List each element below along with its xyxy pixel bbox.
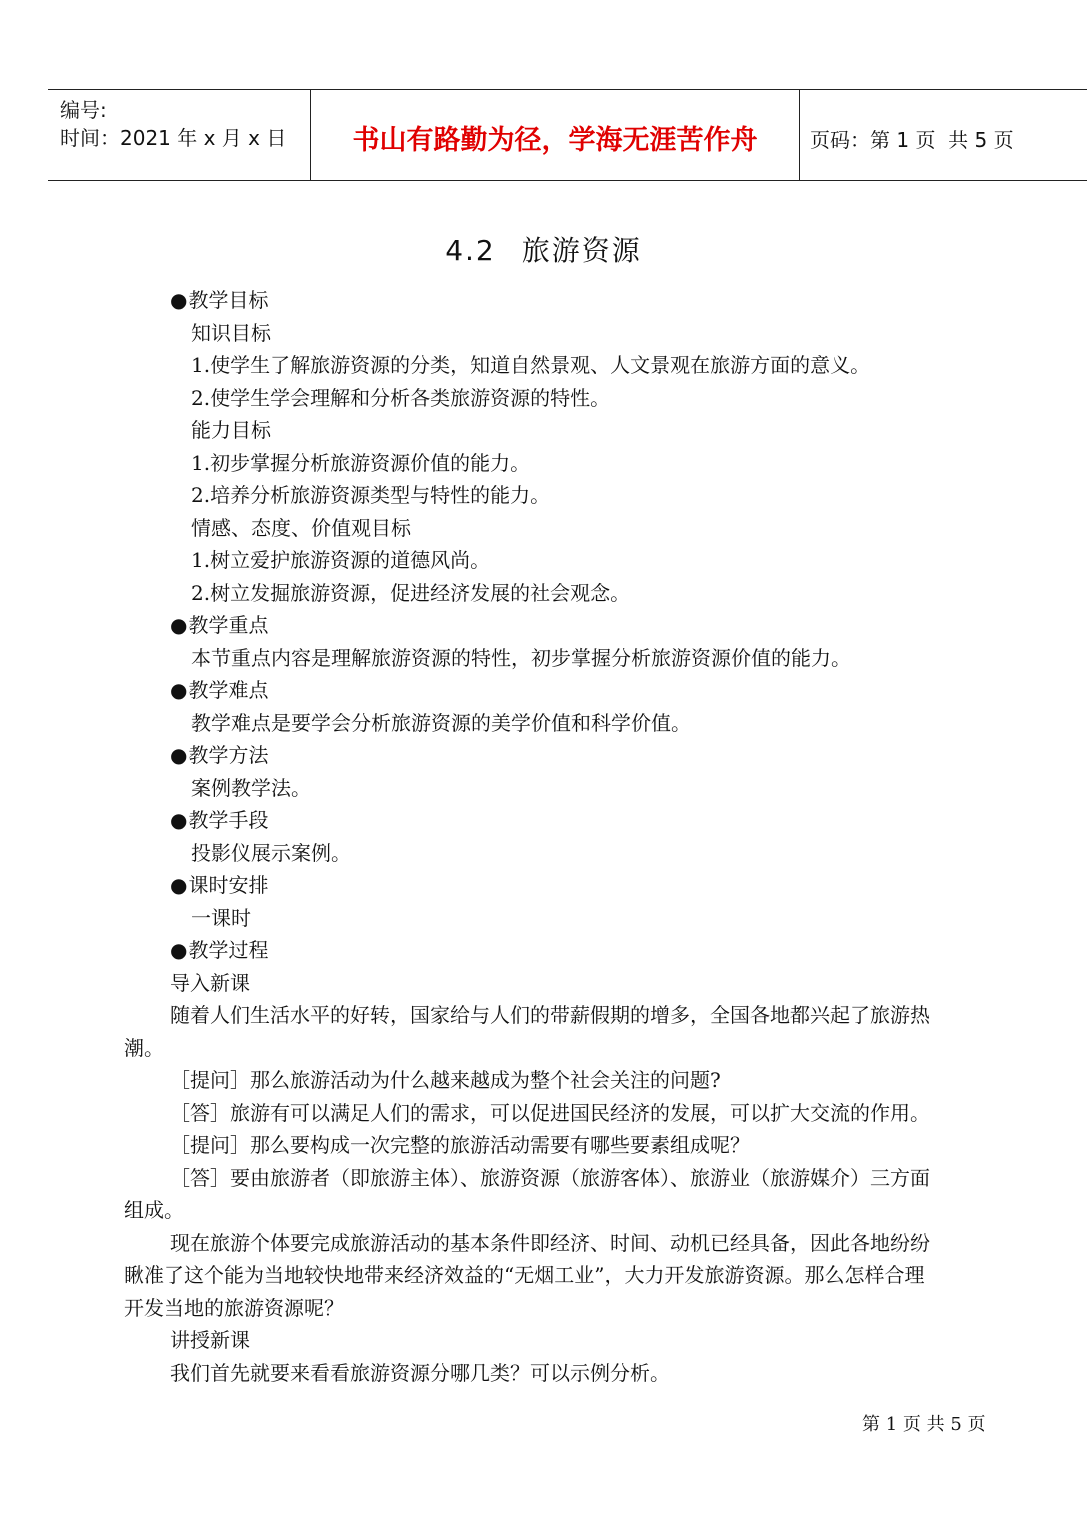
title-text: 旅游资源	[521, 234, 642, 267]
heading-text: 教学过程	[188, 938, 269, 962]
bullet-icon: ●	[170, 938, 188, 962]
section-heading	[170, 807, 268, 833]
text-line: 我们首先就要来看看旅游资源分哪几类？可以示例分析。	[170, 1361, 670, 1385]
bullet-icon: ●	[170, 288, 188, 312]
question-line: ［提问］那么旅游活动为什么越来越成为整个社会关注的问题?	[170, 1068, 721, 1092]
text-line: 教学难点是要学会分析旅游资源的美学价值和科学价值。	[191, 711, 691, 735]
bullet-icon: ●	[170, 678, 188, 702]
text-line: 一课时	[191, 906, 251, 930]
subheading: 能力目标	[191, 418, 271, 442]
bullet-icon: ●	[170, 743, 188, 767]
text-line: 2.使学生学会理解和分析各类旅游资源的特性。	[191, 386, 611, 410]
time-label: 时间：2021 年 x 月 x 日	[60, 126, 287, 150]
text-line: 1.树立爱护旅游资源的道德风尚。	[191, 548, 491, 572]
heading-text: 教学难点	[188, 678, 269, 702]
section-heading	[170, 872, 268, 898]
answer-line: ［答］要由旅游者（即旅游主体）、旅游资源（旅游客体）、旅游业（旅游媒介）三方面	[170, 1166, 930, 1190]
text-line: 现在旅游个体要完成旅游活动的基本条件即经济、时间、动机已经具备，因此各地纷纷	[170, 1231, 930, 1255]
text-line: 本节重点内容是理解旅游资源的特性，初步掌握分析旅游资源价值的能力。	[191, 646, 851, 670]
section-heading	[170, 677, 268, 703]
subheading: 情感、态度、价值观目标	[191, 516, 411, 540]
heading-text: 课时安排	[188, 873, 269, 897]
subheading: 导入新课	[170, 971, 250, 995]
subheading: 讲授新课	[170, 1328, 250, 1352]
heading-text: 教学方法	[188, 743, 269, 767]
document-title	[0, 229, 1087, 269]
text-line: 案例教学法。	[191, 776, 311, 800]
text-line: 2.树立发掘旅游资源，促进经济发展的社会观念。	[191, 581, 631, 605]
text-line: 瞅准了这个能为当地较快地带来经济效益的“无烟工业”，大力开发旅游资源。那么怎样合理	[124, 1263, 925, 1287]
bullet-icon: ●	[170, 808, 188, 832]
bullet-icon: ●	[170, 613, 188, 637]
text-line: 1.使学生了解旅游资源的分类，知道自然景观、人文景观在旅游方面的意义。	[191, 353, 871, 377]
number-label: 编号:	[60, 98, 107, 122]
text-line: 投影仪展示案例。	[191, 841, 351, 865]
text-line: 2.培养分析旅游资源类型与特性的能力。	[191, 483, 551, 507]
heading-text: 教学重点	[188, 613, 269, 637]
heading-text: 教学目标	[188, 288, 269, 312]
bullet-icon: ●	[170, 873, 188, 897]
heading-text: 教学手段	[188, 808, 269, 832]
section-number: 4.2	[445, 234, 496, 267]
header-motto: 书山有路勤为径，学海无涯苦作舟	[352, 125, 758, 156]
section-heading	[170, 937, 268, 963]
header-motto-cell	[310, 90, 800, 180]
question-line: ［提问］那么要构成一次完整的旅游活动需要有哪些要素组成呢？	[170, 1133, 750, 1157]
text-line: 潮。	[124, 1036, 164, 1060]
section-heading	[170, 287, 268, 313]
text-line: 1.初步掌握分析旅游资源价值的能力。	[191, 451, 531, 475]
header-left-cell	[48, 90, 310, 180]
page-header	[48, 89, 1087, 181]
text-line: 开发当地的旅游资源呢？	[124, 1296, 344, 1320]
section-heading	[170, 742, 268, 768]
text-line: 随着人们生活水平的好转，国家给与人们的带薪假期的增多，全国各地都兴起了旅游热	[170, 1003, 930, 1027]
section-heading	[170, 612, 268, 638]
subheading: 知识目标	[191, 321, 271, 345]
text-line: 组成。	[124, 1198, 184, 1222]
answer-line: ［答］旅游有可以满足人们的需求，可以促进国民经济的发展，可以扩大交流的作用。	[170, 1101, 930, 1125]
header-right-cell	[798, 90, 1087, 180]
page-info: 页码：第 1 页 共 5 页	[810, 128, 1014, 152]
page-footer: 第 1 页 共 5 页	[862, 1414, 986, 1435]
